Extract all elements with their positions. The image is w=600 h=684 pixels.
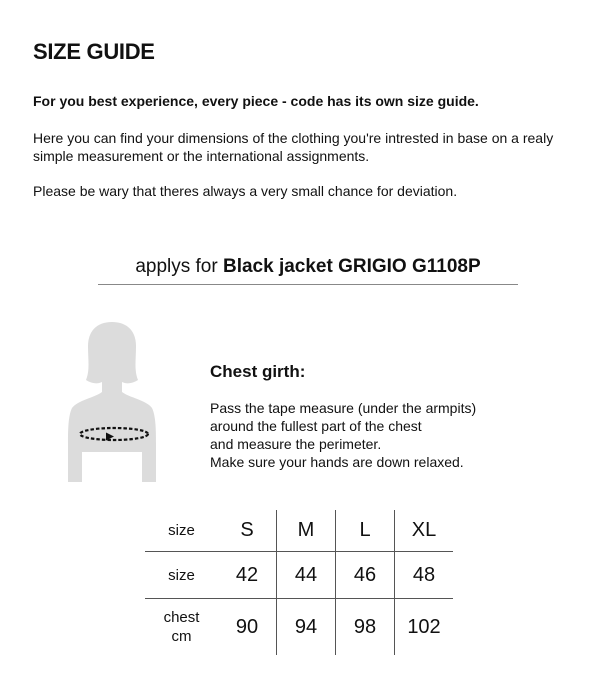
figure-silhouette <box>68 322 156 482</box>
instruction-line: and measure the perimeter. <box>210 436 382 452</box>
measure-heading: Chest girth: <box>210 362 306 381</box>
table-cell: L <box>336 510 395 552</box>
table-row <box>145 552 453 599</box>
table-cell: 44 <box>277 552 336 599</box>
table-row <box>145 599 453 656</box>
row-label: size <box>145 552 218 599</box>
intro-paragraph: Here you can find your dimensions of the clothing you're intrested in base on a realy simple measurement or the international assignments. <box>33 130 554 164</box>
table-cell: 90 <box>235 615 259 638</box>
applies-prefix: applys for <box>135 256 223 277</box>
table-cell: M <box>277 510 336 552</box>
table-cell: 48 <box>395 552 454 599</box>
intro-bold-text: For you best experience, every piece - code has its own size guide. <box>33 93 479 109</box>
measure-instructions <box>210 399 476 471</box>
table-cell: 94 <box>277 599 336 656</box>
product-applies-line <box>98 256 518 278</box>
product-name: Black jacket GRIGIO G1108P <box>222 256 481 277</box>
table-cell: 46 <box>336 552 395 599</box>
instruction-line: around the fullest part of the chest <box>210 418 422 434</box>
table-cell: 98 <box>336 599 395 656</box>
table-cell: 42 <box>218 552 277 599</box>
page-title: SIZE GUIDE <box>33 39 155 64</box>
table-cell: S <box>218 510 277 552</box>
table-cell: XL <box>395 510 454 552</box>
table-cell: 102 <box>395 599 454 656</box>
female-bust-figure-icon <box>64 320 160 486</box>
instruction-line: Make sure your hands are down relaxed. <box>210 454 464 470</box>
table-row <box>145 510 453 552</box>
row-label <box>145 599 218 656</box>
applies-divider <box>98 284 518 285</box>
row-label-line: chest <box>163 609 200 626</box>
row-label: size <box>145 510 218 552</box>
deviation-note: Please be wary that theres always a very small chance for deviation. <box>33 183 458 199</box>
row-label-line: cm <box>171 628 192 645</box>
instruction-line: Pass the tape measure (under the armpits) <box>210 400 477 416</box>
size-table <box>145 510 453 655</box>
